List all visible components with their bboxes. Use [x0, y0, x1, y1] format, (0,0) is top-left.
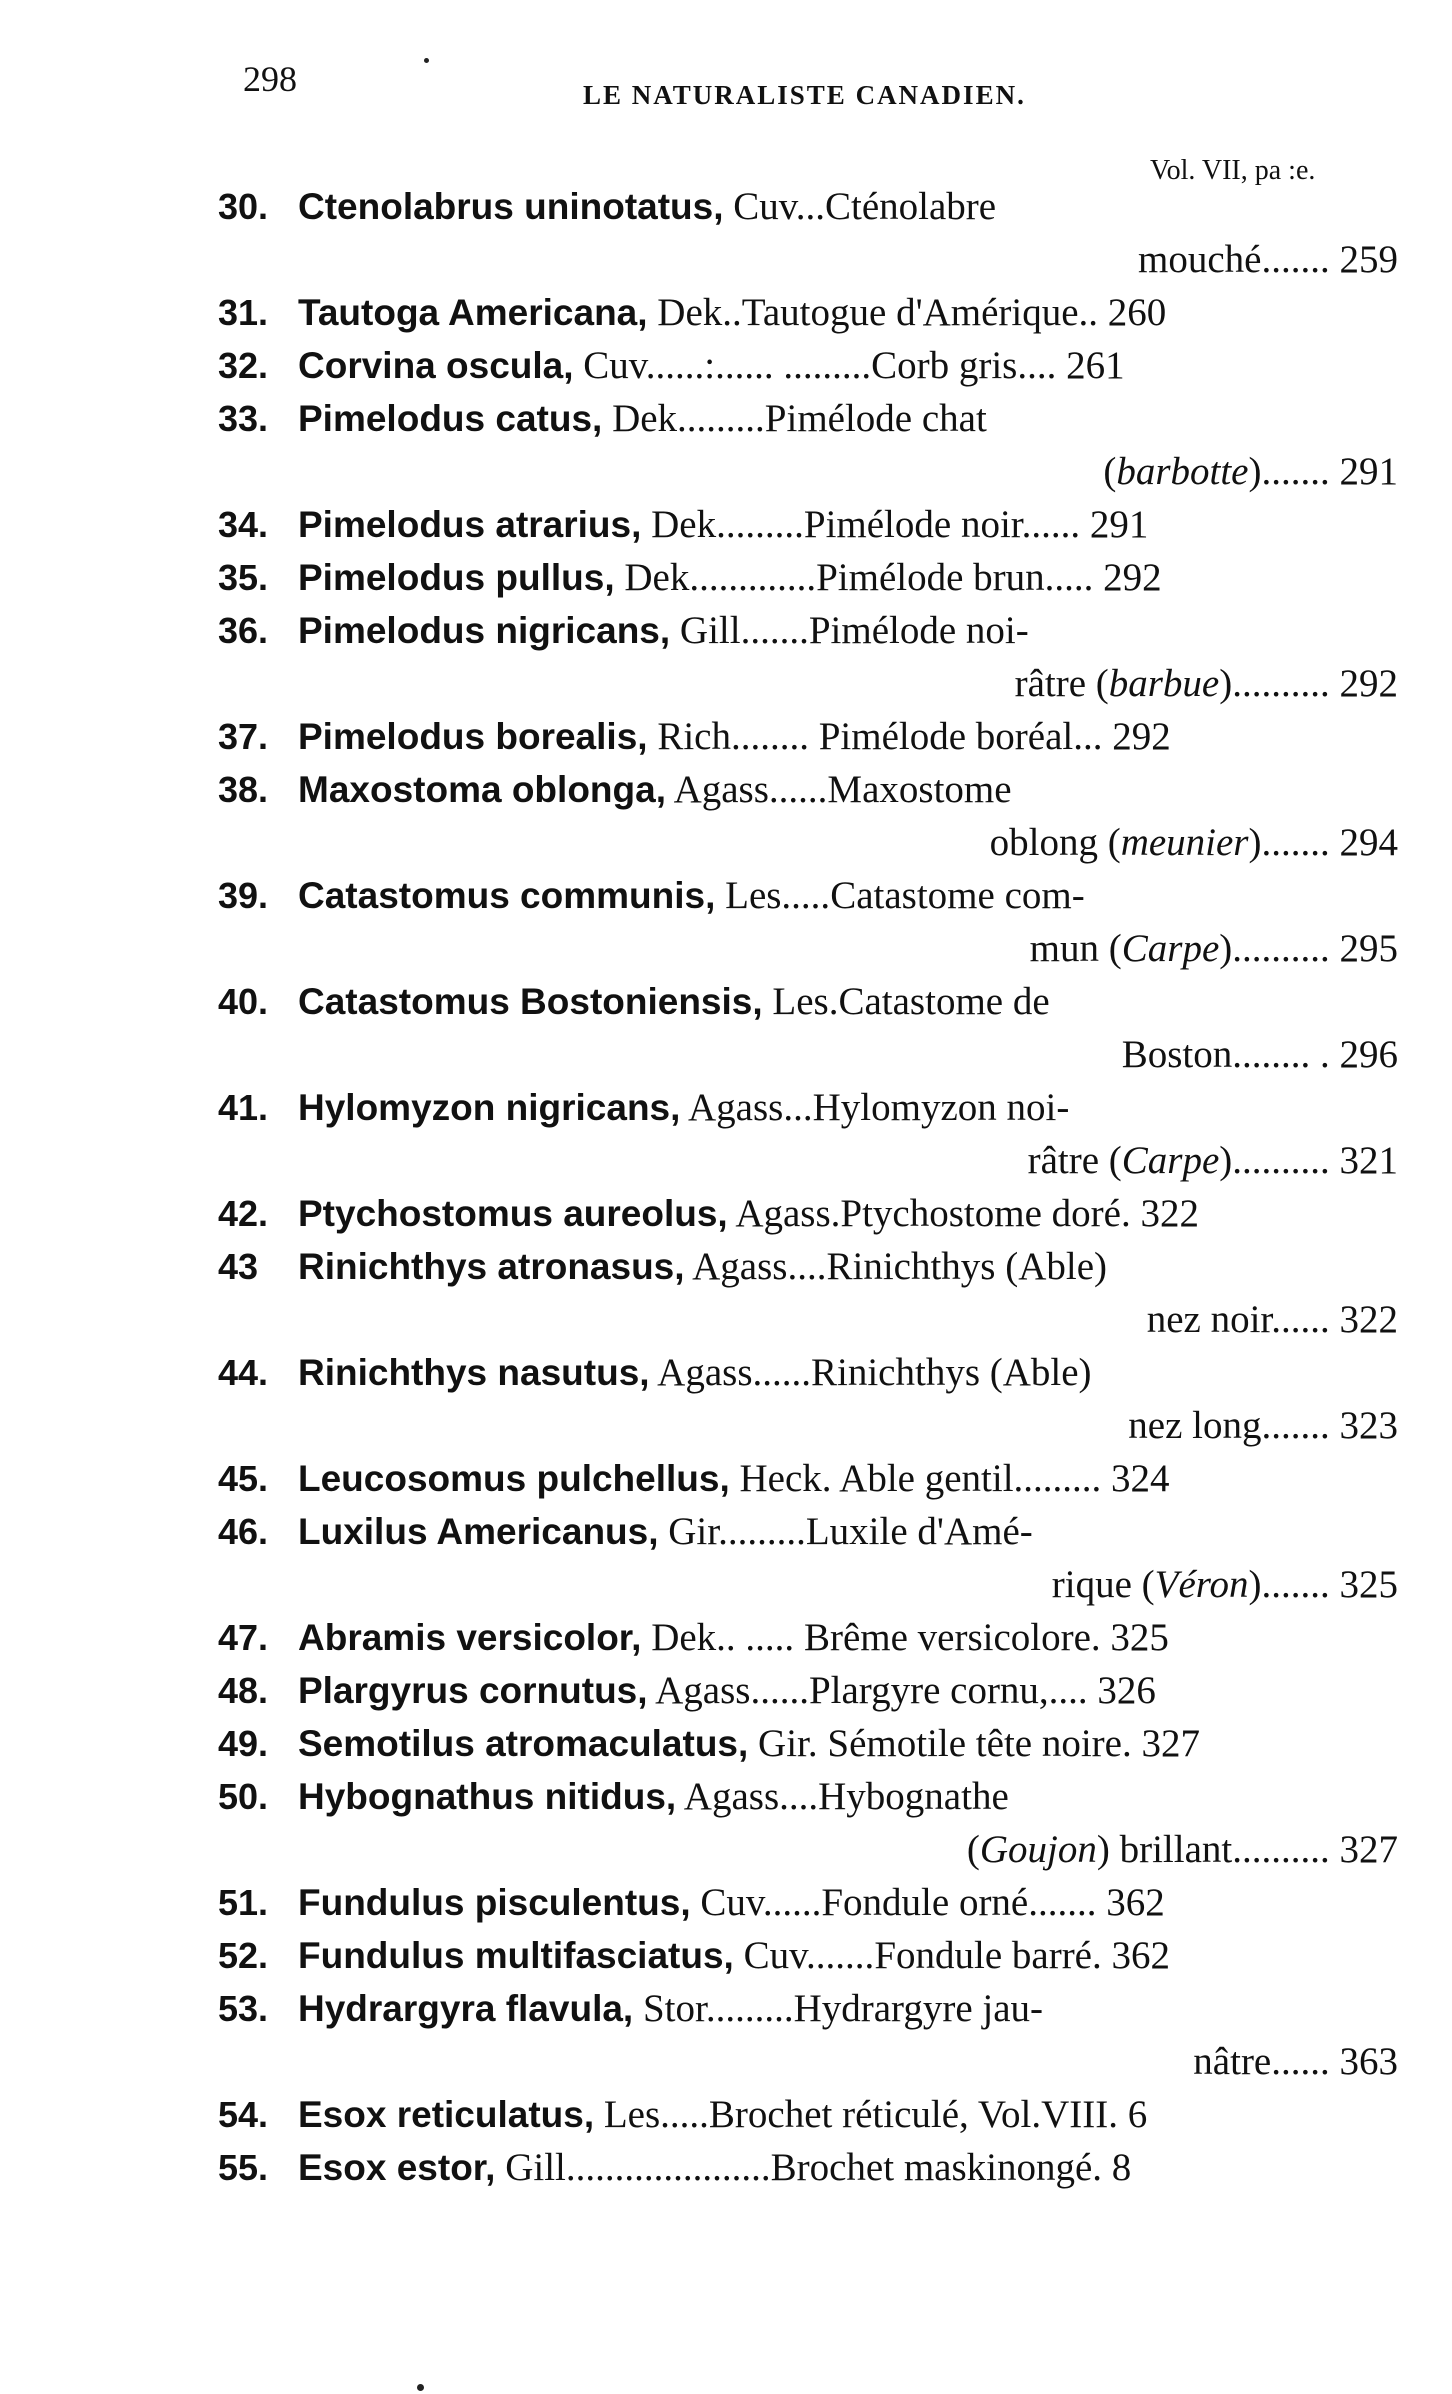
entry-continuation: râtre (Carpe).......... 321 — [1027, 1139, 1398, 1182]
entry-number: 42. — [218, 1193, 269, 1234]
entry-number: 55. — [218, 2147, 269, 2188]
entry-number: 41. — [218, 1087, 269, 1128]
entry-line — [218, 551, 1398, 604]
french-name: Luxile d'Amé- — [805, 1510, 1033, 1553]
french-name: Catastome com- — [830, 874, 1085, 917]
entry-continuation: nâtre...... 363 — [1193, 2040, 1398, 2083]
french-name: Ptychostome doré. 322 — [840, 1192, 1199, 1235]
french-name: Brochet maskinongé. 8 — [770, 2146, 1132, 2189]
entry-line — [218, 1505, 1398, 1558]
common-name: barbue — [1108, 662, 1220, 705]
list-item — [218, 339, 1398, 392]
author: Heck. — [729, 1457, 832, 1500]
species-list — [218, 180, 1398, 2194]
author: Agass.... — [676, 1775, 819, 1818]
list-item — [218, 1664, 1398, 1717]
entry-number: 47. — [218, 1617, 269, 1658]
entry-continuation: Boston........ . 296 — [1121, 1033, 1398, 1076]
entry-line — [218, 286, 1398, 339]
entry-number: 44. — [218, 1352, 269, 1393]
entry-number: 40. — [218, 981, 269, 1022]
french-name: Sémotile tête noire. 327 — [817, 1722, 1200, 1765]
entry-line — [218, 392, 1398, 445]
entry-number: 37. — [218, 716, 269, 757]
latin-name: Catastomus communis, — [298, 875, 716, 916]
latin-name: Rinichthys nasutus, — [298, 1352, 650, 1393]
latin-name: Catastomus Bostoniensis, — [298, 981, 763, 1022]
list-item — [218, 1876, 1398, 1929]
french-name: Corb gris.... 261 — [871, 344, 1125, 387]
author: Dek.. ..... — [641, 1616, 795, 1659]
latin-name: Hydrargyra flavula, — [298, 1988, 634, 2029]
author: Dek............. — [614, 556, 817, 599]
entry-line — [218, 180, 1398, 233]
list-item — [218, 1452, 1398, 1505]
latin-name: Rinichthys atronasus, — [298, 1246, 685, 1287]
latin-name: Maxostoma oblonga, — [298, 769, 666, 810]
list-item — [218, 1929, 1398, 1982]
author: Agass. — [727, 1192, 841, 1235]
common-name: Carpe — [1121, 1139, 1220, 1182]
author: Gir. — [748, 1722, 818, 1765]
latin-name: Luxilus Americanus, — [298, 1511, 659, 1552]
entry-line — [218, 1664, 1398, 1717]
latin-name: Ctenolabrus uninotatus, — [298, 186, 724, 227]
entry-number: 43 — [218, 1246, 259, 1287]
author: Agass...... — [649, 1351, 811, 1394]
entry-line — [218, 339, 1398, 392]
entry-number: 50. — [218, 1776, 269, 1817]
author: Dek.. — [647, 291, 742, 334]
list-item — [218, 2088, 1398, 2141]
entry-number: 34. — [218, 504, 269, 545]
entry-continuation: râtre (barbue).......... 292 — [1014, 662, 1398, 705]
ink-speck — [424, 58, 429, 63]
list-item — [218, 1770, 1398, 1876]
french-name: Pimélode boréal... 292 — [808, 715, 1171, 758]
common-name: Véron — [1154, 1563, 1249, 1606]
entry-line — [218, 1346, 1398, 1399]
author: Gill..................... — [495, 2146, 771, 2189]
latin-name: Pimelodus atrarius, — [298, 504, 642, 545]
french-name: Brochet réticulé, Vol.VIII. 6 — [708, 2093, 1148, 2136]
author: Cuv... — [723, 185, 825, 228]
latin-name: Semotilus atromaculatus, — [298, 1723, 749, 1764]
entry-number: 51. — [218, 1882, 269, 1923]
entry-line — [218, 710, 1398, 763]
latin-name: Hylomyzon nigricans, — [298, 1087, 681, 1128]
list-item — [218, 498, 1398, 551]
latin-name: Pimelodus pullus, — [298, 557, 615, 598]
list-item — [218, 604, 1398, 710]
author: Cuv......:...... ......... — [573, 344, 872, 387]
entry-line — [218, 869, 1398, 922]
list-item — [218, 1081, 1398, 1187]
author: Agass... — [680, 1086, 813, 1129]
entry-line — [218, 2141, 1398, 2194]
french-name: Hylomyzon noi- — [812, 1086, 1070, 1129]
entry-line — [218, 1770, 1398, 1823]
list-item — [218, 869, 1398, 975]
entry-line — [218, 1876, 1398, 1929]
latin-name: Esox estor, — [298, 2147, 496, 2188]
list-item — [218, 180, 1398, 286]
entry-number: 32. — [218, 345, 269, 386]
entry-number: 38. — [218, 769, 269, 810]
author: Les. — [762, 980, 839, 1023]
list-item — [218, 2141, 1398, 2194]
entry-continuation: mun (Carpe).......... 295 — [1029, 927, 1398, 970]
latin-name: Pimelodus borealis, — [298, 716, 648, 757]
latin-name: Fundulus multifasciatus, — [298, 1935, 734, 1976]
ink-speck — [417, 2384, 424, 2391]
page-header — [243, 58, 1243, 118]
french-name: Pimélode brun..... 292 — [816, 556, 1162, 599]
latin-name: Tautoga Americana, — [298, 292, 648, 333]
entry-line — [218, 604, 1398, 657]
entry-line — [218, 975, 1398, 1028]
french-name: Plargyre cornu,.... 326 — [808, 1669, 1156, 1712]
entry-line — [218, 1452, 1398, 1505]
entry-line — [218, 1240, 1398, 1293]
list-item — [218, 1717, 1398, 1770]
entry-continuation: (Goujon) brillant.......... 327 — [966, 1828, 1398, 1871]
common-name: meunier — [1120, 821, 1249, 864]
entry-line — [218, 1081, 1398, 1134]
french-name: Pimélode noi- — [808, 609, 1029, 652]
entry-line — [218, 1717, 1398, 1770]
list-item — [218, 1187, 1398, 1240]
latin-name: Pimelodus nigricans, — [298, 610, 671, 651]
french-name: Hydrargyre jau- — [793, 1987, 1044, 2030]
french-name: Catastome de — [838, 980, 1050, 1023]
author: Les..... — [594, 2093, 709, 2136]
french-name: Brême versicolore. 325 — [794, 1616, 1169, 1659]
entry-number: 53. — [218, 1988, 269, 2029]
entry-number: 36. — [218, 610, 269, 651]
entry-number: 54. — [218, 2094, 269, 2135]
entry-number: 45. — [218, 1458, 269, 1499]
latin-name: Hybognathus nitidus, — [298, 1776, 677, 1817]
french-name: Fondule barré. 362 — [874, 1934, 1170, 1977]
list-item — [218, 763, 1398, 869]
author: Rich........ — [647, 715, 809, 758]
entry-number: 35. — [218, 557, 269, 598]
entry-number: 48. — [218, 1670, 269, 1711]
author: Agass...... — [647, 1669, 809, 1712]
common-name: barbotte — [1116, 450, 1249, 493]
entry-line — [218, 1611, 1398, 1664]
latin-name: Corvina oscula, — [298, 345, 574, 386]
entry-line — [218, 1929, 1398, 1982]
entry-line — [218, 763, 1398, 816]
author: Cuv...... — [690, 1881, 822, 1924]
french-name: Maxostome — [827, 768, 1012, 811]
list-item — [218, 551, 1398, 604]
list-item — [218, 1611, 1398, 1664]
author: Dek......... — [641, 503, 804, 546]
page-number: 298 — [243, 59, 297, 99]
list-item — [218, 975, 1398, 1081]
entry-number: 52. — [218, 1935, 269, 1976]
author: Stor......... — [633, 1987, 794, 2030]
list-item — [218, 286, 1398, 339]
common-name: Goujon — [979, 1828, 1097, 1871]
entry-number: 49. — [218, 1723, 269, 1764]
running-title: LE NATURALISTE CANADIEN. — [583, 80, 1026, 110]
entry-continuation: nez long....... 323 — [1128, 1404, 1398, 1447]
entry-line — [218, 498, 1398, 551]
author: Gir......... — [658, 1510, 806, 1553]
entry-number: 46. — [218, 1511, 269, 1552]
french-name: Hybognathe — [818, 1775, 1009, 1818]
latin-name: Esox reticulatus, — [298, 2094, 595, 2135]
author: Gill....... — [670, 609, 809, 652]
french-name: Pimélode noir...... 291 — [803, 503, 1149, 546]
volume-reference: Vol. VII, pa :e. — [1150, 155, 1316, 186]
common-name: Carpe — [1121, 927, 1220, 970]
author: Cuv....... — [733, 1934, 875, 1977]
french-name: Fondule orné....... 362 — [821, 1881, 1165, 1924]
latin-name: Leucosomus pulchellus, — [298, 1458, 730, 1499]
latin-name: Pimelodus catus, — [298, 398, 603, 439]
list-item — [218, 1346, 1398, 1452]
entry-continuation: oblong (meunier)....... 294 — [989, 821, 1398, 864]
list-item — [218, 710, 1398, 763]
author: Agass.... — [684, 1245, 827, 1288]
list-item — [218, 1982, 1398, 2088]
entry-continuation: rique (Véron)....... 325 — [1051, 1563, 1398, 1606]
author: Dek......... — [602, 397, 765, 440]
author: Agass...... — [665, 768, 828, 811]
entry-number: 33. — [218, 398, 269, 439]
french-name: Tautogue d'Amérique.. 260 — [741, 291, 1167, 334]
entry-line — [218, 1982, 1398, 2035]
entry-number: 30. — [218, 186, 269, 227]
latin-name: Plargyrus cornutus, — [298, 1670, 648, 1711]
list-item — [218, 1240, 1398, 1346]
list-item — [218, 392, 1398, 498]
french-name: Able gentil......... 324 — [831, 1457, 1170, 1500]
entry-line — [218, 1187, 1398, 1240]
french-name: Rinichthys (Able) — [811, 1351, 1092, 1394]
entry-continuation: (barbotte)....... 291 — [1103, 450, 1398, 493]
entry-number: 31. — [218, 292, 269, 333]
author: Les..... — [715, 874, 831, 917]
latin-name: Abramis versicolor, — [298, 1617, 642, 1658]
entry-line — [218, 2088, 1398, 2141]
entry-number: 39. — [218, 875, 269, 916]
entry-continuation: mouché....... 259 — [1138, 238, 1398, 281]
latin-name: Fundulus pisculentus, — [298, 1882, 691, 1923]
latin-name: Ptychostomus aureolus, — [298, 1193, 728, 1234]
french-name: Cténolabre — [824, 185, 997, 228]
french-name: Pimélode chat — [764, 397, 987, 440]
list-item — [218, 1505, 1398, 1611]
entry-continuation: nez noir...... 322 — [1146, 1298, 1398, 1341]
french-name: Rinichthys (Able) — [826, 1245, 1108, 1288]
